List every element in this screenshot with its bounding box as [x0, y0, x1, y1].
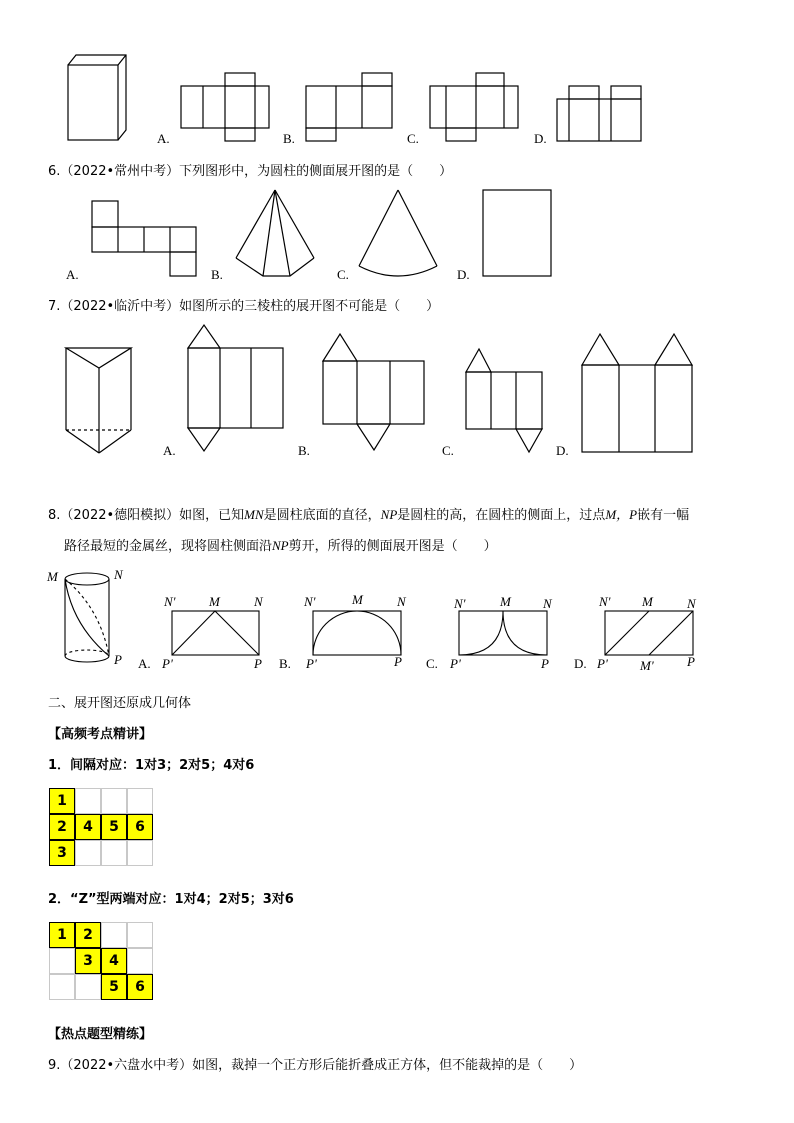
- grid2-cell-1: 1: [49, 922, 75, 948]
- q8a-label-p: P: [254, 656, 262, 671]
- grid2-empty: [127, 948, 153, 974]
- q7-option-c[interactable]: C.: [442, 443, 454, 458]
- grid1-cell-4: 4: [75, 814, 101, 840]
- q8-option-d[interactable]: D.: [574, 656, 587, 671]
- q8-option-a[interactable]: A.: [138, 656, 151, 671]
- q6-option-d[interactable]: D.: [457, 267, 470, 282]
- q8b-label-n: N: [397, 594, 406, 609]
- section2-subhead-2: 【热点题型精练】: [48, 1027, 153, 1042]
- grid1-empty: [75, 840, 101, 866]
- q8c-label-p: P: [541, 656, 549, 671]
- q7-stem: 7.（2022•临沂中考）如图所示的三棱柱的展开图不可能是（ ）: [48, 299, 440, 314]
- top-option-b[interactable]: B.: [283, 131, 295, 146]
- q7-option-d[interactable]: D.: [556, 443, 569, 458]
- q8-stem-seg: 8.（2022•德阳模拟）如图，已知: [48, 508, 245, 523]
- section2-point-1: 1．间隔对应：1对3；2对5；4对6: [48, 758, 255, 773]
- q8-option-c[interactable]: C.: [426, 656, 438, 671]
- grid2-empty: [49, 974, 75, 1000]
- top-option-c[interactable]: C.: [407, 131, 419, 146]
- grid2-cell-5: 5: [101, 974, 127, 1000]
- q8d-label-pp: P': [597, 656, 608, 671]
- top-option-a[interactable]: A.: [157, 131, 170, 146]
- q8d-label-p: P: [687, 654, 695, 669]
- grid1-cell-1: 1: [49, 788, 75, 814]
- q8a-label-np: N': [164, 594, 176, 609]
- grid1-empty: [101, 840, 127, 866]
- q8b-label-m: M: [352, 592, 363, 607]
- q8c-label-pp: P': [450, 656, 461, 671]
- q8d-label-n: N: [687, 596, 696, 611]
- grid1-empty: [127, 840, 153, 866]
- grid1-empty: [127, 788, 153, 814]
- grid2-cell-4: 4: [101, 948, 127, 974]
- q8-var-np: NP: [272, 538, 289, 553]
- q8b-label-pp: P': [306, 656, 317, 671]
- q8-var-mp: M，P: [605, 507, 638, 522]
- q8-stem-seg: 嵌有一幅: [637, 508, 690, 523]
- q8d-label-m: M: [642, 594, 653, 609]
- q8b-label-p: P: [394, 654, 402, 669]
- q8-label-m: M: [47, 569, 58, 584]
- grid1-cell-3: 3: [49, 840, 75, 866]
- q8-var-np: NP: [380, 507, 398, 522]
- q8-stem-seg: 是圆柱底面的直径，: [263, 508, 381, 523]
- q8d-label-mp: M': [640, 658, 654, 673]
- grid1-empty: [101, 788, 127, 814]
- q8-label-p: P: [114, 652, 122, 667]
- top-option-d[interactable]: D.: [534, 131, 547, 146]
- grid1-cell-2: 2: [49, 814, 75, 840]
- grid2-cell-6: 6: [127, 974, 153, 1000]
- q8-var-mn: MN: [244, 507, 264, 522]
- grid1-cell-6: 6: [127, 814, 153, 840]
- q6-stem: 6.（2022•常州中考）下列图形中，为圆柱的侧面展开图的是（ ）: [48, 164, 453, 179]
- q7-option-b[interactable]: B.: [298, 443, 310, 458]
- q8-stem-seg: 路径最短的金属丝，现将圆柱侧面沿: [64, 539, 273, 554]
- q8c-label-m: M: [500, 594, 511, 609]
- grid2-empty: [127, 922, 153, 948]
- q8a-label-m: M: [209, 594, 220, 609]
- q8-stem-seg: 是圆柱的高，在圆柱的侧面上，过点: [397, 508, 606, 523]
- grid2-cell-2: 2: [75, 922, 101, 948]
- q8d-label-np: N': [599, 594, 611, 609]
- q8c-label-n: N: [543, 596, 552, 611]
- q7-option-a[interactable]: A.: [163, 443, 176, 458]
- net-grid-1: [49, 788, 159, 868]
- q8a-label-pp: P': [162, 656, 173, 671]
- section2-heading: 二、展开图还原成几何体: [48, 696, 192, 711]
- section2-subhead-1: 【高频考点精讲】: [48, 727, 153, 742]
- grid2-empty: [101, 922, 127, 948]
- q8-stem-seg: 剪开，所得的侧面展开图是（ ）: [288, 539, 497, 554]
- q9-stem: 9.（2022•六盘水中考）如图，裁掉一个正方形后能折叠成正方体，但不能裁掉的是（ ）: [48, 1058, 583, 1073]
- q8-label-n: N: [114, 567, 123, 582]
- grid2-empty: [75, 974, 101, 1000]
- q8b-label-np: N': [304, 594, 316, 609]
- grid2-cell-3: 3: [75, 948, 101, 974]
- net-grid-2: [49, 922, 159, 1002]
- section2-point-2: 2．“Z”型两端对应：1对4；2对5；3对6: [48, 892, 294, 907]
- q6-option-a[interactable]: A.: [66, 267, 79, 282]
- q6-option-c[interactable]: C.: [337, 267, 349, 282]
- grid2-empty: [49, 948, 75, 974]
- q6-option-b[interactable]: B.: [211, 267, 223, 282]
- grid1-cell-5: 5: [101, 814, 127, 840]
- q8c-label-np: N': [454, 596, 466, 611]
- q8a-label-n: N: [254, 594, 263, 609]
- q8-option-b[interactable]: B.: [279, 656, 291, 671]
- grid1-empty: [75, 788, 101, 814]
